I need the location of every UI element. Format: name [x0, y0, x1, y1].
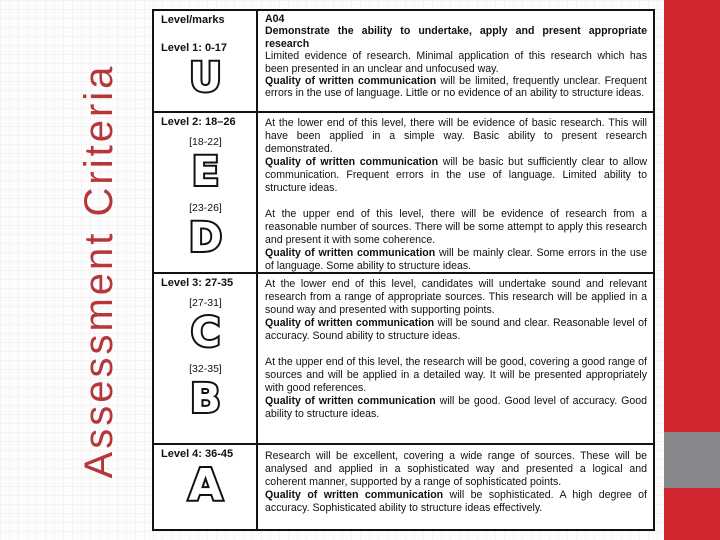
- mark-range: [23-26]: [189, 202, 222, 214]
- criteria-paragraph: [265, 356, 647, 421]
- grade-letter-u: U: [189, 55, 222, 101]
- page-title: Assessment Criteria: [77, 63, 121, 479]
- criteria-paragraph: [265, 278, 647, 343]
- criteria-paragraph: [265, 50, 647, 100]
- level-marks-cell: [154, 274, 258, 443]
- qowc-rest: will be limited, frequently unclear. Frequent errors in the use of language. Little or no evidence of an ability to structure ideas.: [265, 75, 647, 100]
- grade-letter-e: E: [191, 149, 220, 195]
- criteria-body: At the lower end of this level, candidates will undertake sound and relevant research from a range of appropriate sources. This research will be applied in a sound way and presented with supporting points.: [265, 278, 647, 316]
- criteria-cell: [258, 113, 653, 272]
- ao4-objective: Demonstrate the ability to undertake, apply and present appropriate research: [265, 25, 647, 50]
- qowc-rest: will be sophisticated. A high degree of accuracy. Sophisticated ability to structure ideas effectively.: [265, 489, 648, 514]
- ao4-code: A04: [265, 13, 285, 25]
- level-marks-cell: [154, 445, 258, 529]
- qowc-line: [265, 489, 647, 515]
- criteria-body: At the upper end of this level, the research will be good, covering a good range of sources and will be applied in a detailed way. It will be presented appropriately with good references.: [265, 356, 647, 394]
- level-label: Level 4: 36-45: [161, 448, 234, 460]
- criteria-paragraph: [265, 450, 647, 515]
- criteria-body: Limited evidence of research. Minimal application of this research which has been presented in an unclear and unfocused way.: [265, 50, 647, 75]
- table-row-level-2: [154, 113, 653, 274]
- criteria-cell: [258, 274, 653, 443]
- qowc-bold: Quality of written communication: [265, 395, 436, 407]
- criteria-body: Research will be excellent, covering a wide range of sources. These will be analysed and applied in a sophisticated way and presented a logical and coherent manner, supported by a range of sophisticated points.: [265, 450, 647, 488]
- level-marks-cell: [154, 11, 258, 111]
- qowc-line: [265, 395, 647, 421]
- grade-letter-b: B: [190, 376, 221, 422]
- qowc-rest: will be mainly clear. Some errors in the use of language. Some ability to structure ideas.: [265, 247, 647, 272]
- table-row-level-3: [154, 274, 653, 445]
- mark-range: [18-22]: [189, 136, 222, 148]
- column-header-level-marks: Level/marks: [161, 14, 225, 26]
- criteria-paragraph: [265, 117, 647, 195]
- qowc-bold: Quality of written communication: [265, 489, 444, 501]
- qowc-line: [265, 75, 647, 100]
- qowc-bold: Quality of written communication: [265, 247, 436, 259]
- criteria-paragraph: [265, 208, 647, 273]
- qowc-rest: will be good. Good level of accuracy. Good ability to structure ideas.: [265, 395, 647, 420]
- assessment-criteria-table: [152, 9, 655, 531]
- criteria-body: At the upper end of this level, there will be evidence of research from a reasonable number of sources. There will be some attempt to apply this research and present it with some coherence.: [265, 208, 647, 246]
- criteria-cell: [258, 445, 653, 529]
- qowc-bold: Quality of written communication: [265, 75, 437, 88]
- level-label: Level 2: 18–26: [161, 116, 236, 128]
- qowc-line: [265, 317, 647, 343]
- qowc-rest: will be basic but sufficiently clear to allow communication. Frequent errors in the use of language. Limited ability to structure ideas.: [265, 156, 647, 194]
- qowc-line: [265, 156, 647, 195]
- table-row-level-4: [154, 445, 653, 529]
- qowc-rest: will be sound and clear. Reasonable level of accuracy. Sound ability to structure ideas.: [265, 317, 647, 342]
- grade-letter-c: C: [190, 310, 221, 356]
- level-label: Level 3: 27-35: [161, 277, 234, 289]
- level-label: Level 1: 0-17: [161, 42, 228, 54]
- mark-range: [27-31]: [189, 297, 222, 309]
- grade-letter-d: D: [188, 215, 223, 261]
- qowc-line: [265, 247, 647, 273]
- table-row-level-1: [154, 11, 653, 113]
- criteria-body: At the lower end of this level, there will be evidence of basic research. This will have been applied in a simple way. Basic ability to present research demonstrated.: [265, 117, 647, 155]
- grade-letter-a: A: [188, 460, 223, 511]
- mark-range: [32-35]: [189, 363, 222, 375]
- gray-accent-block: [664, 432, 720, 488]
- qowc-bold: Quality of written communication: [265, 156, 439, 168]
- qowc-bold: Quality of written communication: [265, 317, 435, 329]
- level-marks-cell: [154, 113, 258, 272]
- criteria-cell: [258, 11, 653, 111]
